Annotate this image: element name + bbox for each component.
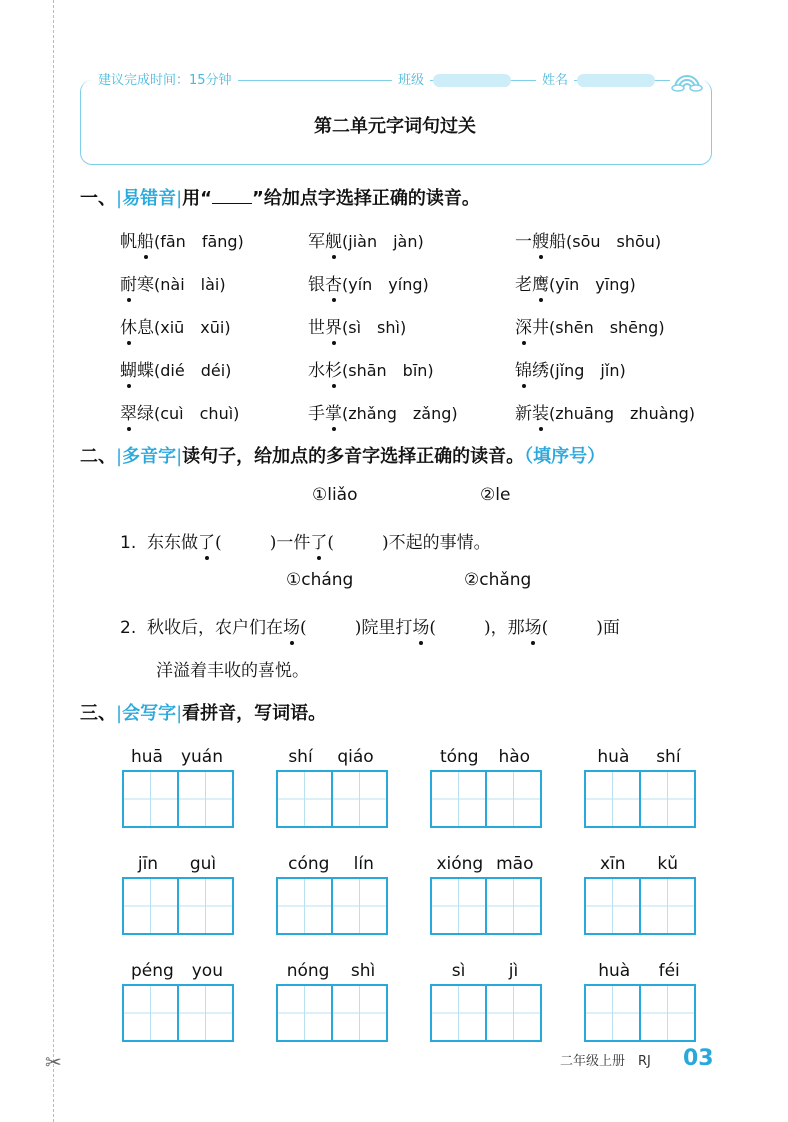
word-char: 绿	[137, 404, 154, 424]
section-num: 一、	[80, 188, 116, 209]
pinyin-label	[276, 958, 386, 984]
character-box[interactable]	[124, 986, 177, 1040]
pinyin-options[interactable]: (cuì chuì)	[154, 404, 240, 423]
pinyin-options[interactable]: (sì shì)	[342, 318, 407, 337]
question-number: 1.	[120, 533, 137, 553]
pinyin-syllable: xióng	[436, 854, 484, 874]
pinyin-syllable: tóng	[439, 747, 479, 767]
word-writing-cell	[584, 744, 694, 828]
pinyin-options[interactable]: (zhuāng zhuàng)	[549, 404, 696, 423]
section-1-heading: 一、|易错音|用“ ”给加点字选择正确的读音。	[80, 188, 480, 209]
pronunciation-item	[120, 356, 231, 381]
word-writing-cell	[584, 958, 694, 1042]
character-box[interactable]	[639, 879, 694, 933]
character-boxes	[584, 984, 696, 1042]
word-writing-cell	[122, 851, 232, 935]
dotted-char: 休	[120, 318, 137, 338]
pronunciation-item	[308, 313, 406, 338]
section-instruction-prefix: 用“	[182, 188, 212, 209]
pinyin-label	[584, 851, 694, 877]
word-writing-cell	[430, 958, 540, 1042]
dotted-char: 艘	[532, 232, 549, 252]
question-number: 2.	[120, 618, 137, 638]
pronunciation-item	[308, 270, 429, 295]
word-writing-cell	[430, 851, 540, 935]
dotted-char: 船	[137, 232, 154, 252]
pronunciation-item	[120, 270, 226, 295]
class-label: 班级	[392, 70, 430, 92]
dotted-char: 翠	[120, 404, 137, 424]
pinyin-syllable: hào	[498, 747, 531, 767]
pronunciation-item	[515, 313, 665, 338]
dotted-char: 了	[310, 533, 328, 553]
pinyin-options[interactable]: (fān fāng)	[154, 232, 244, 251]
character-box[interactable]	[586, 772, 639, 826]
pinyin-options[interactable]: (jǐng jǐn)	[549, 361, 626, 380]
pinyin-label	[122, 958, 232, 984]
pinyin-syllable: you	[191, 961, 223, 981]
question-2-line-2: 洋溢着丰收的喜悦。	[156, 661, 309, 681]
dotted-char: 杏	[325, 275, 342, 295]
pinyin-syllable: lín	[353, 854, 374, 874]
question-text: 院里打	[361, 618, 413, 638]
section-tag: 会写字	[122, 703, 177, 724]
pinyin-syllable: shí	[288, 747, 313, 767]
class-field[interactable]	[433, 74, 511, 87]
option-1: ①cháng	[286, 570, 354, 590]
word-char: 息	[137, 318, 154, 338]
pinyin-syllable: nóng	[286, 961, 330, 981]
section-tag: 易错音	[122, 188, 177, 209]
section-num: 二、	[80, 446, 116, 467]
word-char: 军	[308, 232, 325, 252]
scissors-icon: ✂	[45, 1050, 62, 1074]
character-boxes	[430, 770, 542, 828]
word-char: 船	[549, 232, 566, 252]
question-text: 秋收后，农户们在	[147, 618, 284, 638]
word-writing-cell	[430, 744, 540, 828]
pronunciation-item	[120, 399, 239, 424]
pronunciation-item	[120, 227, 244, 252]
pinyin-label	[584, 958, 694, 984]
word-writing-cell	[584, 851, 694, 935]
character-box[interactable]	[124, 772, 177, 826]
rainbow-icon	[670, 70, 704, 92]
option-1: ①liǎo	[312, 485, 358, 505]
character-boxes	[276, 877, 388, 935]
dotted-char: 装	[532, 404, 549, 424]
character-box[interactable]	[485, 879, 540, 933]
option-2: ②le	[480, 485, 511, 505]
pinyin-label	[430, 851, 540, 877]
character-boxes	[430, 877, 542, 935]
pinyin-label	[276, 851, 386, 877]
pronunciation-item	[308, 227, 424, 252]
character-box[interactable]	[485, 986, 540, 1040]
character-box[interactable]	[586, 986, 639, 1040]
pronunciation-item	[515, 227, 661, 252]
dotted-char: 场	[412, 618, 430, 638]
dotted-char: 鹰	[532, 275, 549, 295]
character-box[interactable]	[177, 772, 232, 826]
book-label: 二年级上册 RJ	[560, 1054, 651, 1069]
pinyin-syllable: qiáo	[337, 747, 374, 767]
word-writing-cell	[276, 958, 386, 1042]
pinyin-options[interactable]: (xiū xūi)	[154, 318, 231, 337]
pinyin-options[interactable]: (jiàn jàn)	[342, 232, 424, 251]
pinyin-syllable: féi	[658, 961, 680, 981]
pinyin-syllable: péng	[130, 961, 174, 981]
pronunciation-item	[515, 270, 636, 295]
character-box[interactable]	[278, 986, 331, 1040]
pronunciation-item	[515, 356, 626, 381]
pinyin-syllable: yuán	[180, 747, 223, 767]
word-char: 银	[308, 275, 325, 295]
name-label: 姓名	[536, 70, 574, 92]
dotted-char: 耐	[120, 275, 137, 295]
question-text: 面	[602, 618, 620, 638]
character-box[interactable]	[177, 986, 232, 1040]
word-writing-cell	[276, 851, 386, 935]
time-hint: 建议完成时间：15分钟	[92, 70, 238, 92]
pinyin-label	[122, 851, 232, 877]
dotted-char: 界	[325, 318, 342, 338]
character-box[interactable]	[331, 879, 386, 933]
pinyin-label	[430, 744, 540, 770]
question-text: 东东做	[147, 533, 199, 553]
word-writing-cell	[276, 744, 386, 828]
word-char: 老	[515, 275, 532, 295]
pinyin-syllable: jì	[508, 961, 519, 981]
character-boxes	[276, 770, 388, 828]
section-instruction: 读句子，给加点的多音字选择正确的读音。	[182, 446, 525, 467]
question-text: ，那	[490, 618, 525, 638]
character-boxes	[430, 984, 542, 1042]
dotted-char: 了	[198, 533, 216, 553]
question-text: 一件	[276, 533, 311, 553]
character-box[interactable]	[278, 879, 331, 933]
page-number: 03	[683, 1046, 714, 1071]
dotted-char: 杉	[325, 361, 342, 381]
question-2: 2. 秋收后，农户们在场( )院里打场( )，那场( )面	[120, 618, 620, 638]
section-2-heading: 二、|多音字|读句子，给加点的多音字选择正确的读音。（填序号）	[80, 446, 606, 467]
pinyin-options[interactable]: (sōu shōu)	[566, 232, 662, 251]
character-box[interactable]	[278, 772, 331, 826]
pinyin-syllable: xīn	[599, 854, 626, 874]
pinyin-syllable: huà	[597, 747, 630, 767]
section-instruction: ”给加点字选择正确的读音。	[252, 188, 480, 209]
pinyin-syllable: huà	[598, 961, 631, 981]
word-char: 蝶	[137, 361, 154, 381]
pinyin-label	[584, 744, 694, 770]
underline-sample	[212, 189, 252, 204]
section-note: （填序号）	[524, 446, 606, 467]
character-box[interactable]	[331, 986, 386, 1040]
dotted-char: 场	[524, 618, 542, 638]
pinyin-label	[430, 958, 540, 984]
character-boxes	[122, 770, 234, 828]
pinyin-syllable: huā	[131, 747, 163, 767]
character-boxes	[122, 984, 234, 1042]
character-box[interactable]	[331, 772, 386, 826]
pronunciation-item	[515, 399, 695, 424]
word-char: 井	[532, 318, 549, 338]
character-box[interactable]	[586, 879, 639, 933]
word-char: 寒	[137, 275, 154, 295]
pinyin-syllable: māo	[496, 854, 534, 874]
pinyin-options[interactable]: (yīn yīng)	[549, 275, 636, 294]
character-box[interactable]	[485, 772, 540, 826]
pinyin-options[interactable]: (shēn shēng)	[549, 318, 665, 337]
character-boxes	[276, 984, 388, 1042]
pinyin-options[interactable]: (dié déi)	[154, 361, 232, 380]
section-num: 三、	[80, 703, 116, 724]
dotted-char: 场	[283, 618, 301, 638]
character-box[interactable]	[177, 879, 232, 933]
dotted-char: 掌	[325, 404, 342, 424]
character-box[interactable]	[639, 772, 694, 826]
pinyin-syllable: shì	[350, 961, 376, 981]
pinyin-label	[276, 744, 386, 770]
pinyin-syllable: guì	[189, 854, 217, 874]
pinyin-options[interactable]: (zhǎng zǎng)	[342, 404, 458, 423]
pinyin-syllable: sì	[451, 961, 466, 981]
character-box[interactable]	[432, 879, 485, 933]
character-boxes	[584, 877, 696, 935]
dotted-char: 锦	[515, 361, 532, 381]
pinyin-syllable: cóng	[288, 854, 330, 874]
character-boxes	[122, 877, 234, 935]
question-text: 不起的事情。	[388, 533, 491, 553]
pinyin-options[interactable]: (shān bīn)	[342, 361, 434, 380]
question-1: 1. 东东做了( )一件了( )不起的事情。	[120, 533, 491, 553]
word-char: 新	[515, 404, 532, 424]
character-box[interactable]	[639, 986, 694, 1040]
word-char: 水	[308, 361, 325, 381]
pinyin-label	[122, 744, 232, 770]
pinyin-syllable: shí	[656, 747, 681, 767]
option-2: ②chǎng	[464, 570, 532, 590]
dotted-char: 舰	[325, 232, 342, 252]
character-boxes	[584, 770, 696, 828]
character-box[interactable]	[432, 986, 485, 1040]
name-field[interactable]	[577, 74, 655, 87]
pinyin-syllable: kǔ	[657, 854, 679, 874]
dotted-char: 深	[515, 318, 532, 338]
word-char: 世	[308, 318, 325, 338]
character-box[interactable]	[432, 772, 485, 826]
word-char: 帆	[120, 232, 137, 252]
character-box[interactable]	[124, 879, 177, 933]
pronunciation-item	[308, 356, 434, 381]
pinyin-options[interactable]: (yín yíng)	[342, 275, 429, 294]
word-char: 绣	[532, 361, 549, 381]
cut-line	[53, 0, 54, 1122]
section-instruction: 看拼音，写词语。	[182, 703, 327, 724]
page-title: 第二单元字词句过关	[314, 116, 476, 137]
pronunciation-item	[308, 399, 458, 424]
section-tag: 多音字	[122, 446, 177, 467]
section-3-heading: 三、|会写字|看拼音，写词语。	[80, 703, 327, 724]
word-char: 一	[515, 232, 532, 252]
pinyin-options[interactable]: (nài lài)	[154, 275, 226, 294]
word-writing-cell	[122, 744, 232, 828]
dotted-char: 蝴	[120, 361, 137, 381]
word-char: 手	[308, 404, 325, 424]
pinyin-syllable: jīn	[137, 854, 159, 874]
word-writing-cell	[122, 958, 232, 1042]
pronunciation-item	[120, 313, 231, 338]
